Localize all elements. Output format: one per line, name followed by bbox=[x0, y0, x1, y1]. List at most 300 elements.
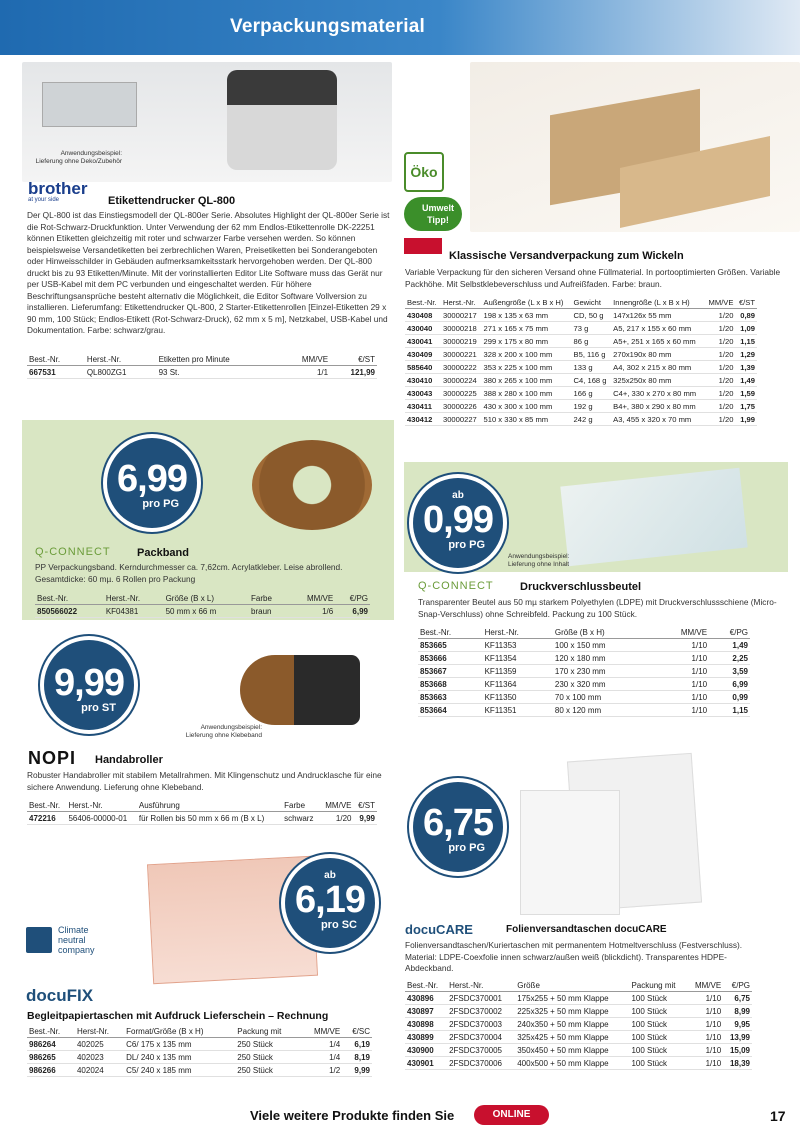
col-header: Größe (B x H) bbox=[553, 627, 654, 639]
climate-neutral-badge bbox=[26, 925, 116, 975]
cell: 2FSDC370004 bbox=[447, 1031, 515, 1044]
col-header: Herst.-Nr. bbox=[85, 354, 157, 366]
price-ab: ab bbox=[324, 870, 336, 881]
cell: schwarz bbox=[282, 812, 319, 825]
table-header-row bbox=[405, 297, 757, 309]
brother-logo-sub: at your side bbox=[28, 197, 60, 203]
cell: 6,19 bbox=[342, 1038, 372, 1051]
versand-title: Klassische Versandverpackung zum Wickeln bbox=[449, 250, 684, 262]
cell: 1,75 bbox=[735, 400, 757, 413]
cell: KF11354 bbox=[483, 652, 553, 665]
col-header: MM/VE bbox=[320, 800, 354, 812]
table-row bbox=[405, 348, 757, 361]
cell: 242 g bbox=[572, 413, 612, 426]
cell: KF11351 bbox=[483, 704, 553, 717]
page-footer bbox=[0, 1100, 800, 1131]
table-row bbox=[35, 605, 370, 618]
cell: 402025 bbox=[75, 1038, 124, 1051]
col-header: Packung mit bbox=[235, 1026, 301, 1038]
cell: 100 Stück bbox=[629, 1005, 687, 1018]
cell: 667531 bbox=[27, 366, 85, 379]
cell: 0,89 bbox=[735, 309, 757, 322]
cell: 1/2 bbox=[301, 1064, 342, 1077]
cell: 240x350 + 50 mm Klappe bbox=[515, 1018, 629, 1031]
cell: 430 x 300 x 100 mm bbox=[482, 400, 572, 413]
cell: 100 Stück bbox=[629, 1044, 687, 1057]
col-header: Farbe bbox=[249, 593, 288, 605]
cell: 2FSDC370003 bbox=[447, 1018, 515, 1031]
price-value: 6,75 bbox=[423, 802, 493, 844]
table-row bbox=[405, 400, 757, 413]
cell: 80 x 120 mm bbox=[553, 704, 654, 717]
nopi-logo: NOPI bbox=[28, 748, 77, 768]
table-row bbox=[405, 374, 757, 387]
cell: A5, 217 x 155 x 60 mm bbox=[611, 322, 704, 335]
brother-table bbox=[27, 354, 377, 379]
cell: 1,49 bbox=[709, 639, 750, 652]
beutel-title: Druckverschlussbeutel bbox=[520, 581, 642, 593]
table-row bbox=[405, 335, 757, 348]
cell: 430410 bbox=[405, 374, 441, 387]
price-value: 6,19 bbox=[295, 879, 365, 921]
qconnect-logo: Q-CONNECT bbox=[418, 580, 494, 592]
cell: 430898 bbox=[405, 1018, 447, 1031]
cell: 8,99 bbox=[723, 1005, 752, 1018]
col-header: €/ST bbox=[735, 297, 757, 309]
table-row bbox=[405, 1018, 752, 1031]
table-row bbox=[418, 678, 750, 691]
cell: 121,99 bbox=[330, 366, 377, 379]
cell: 430411 bbox=[405, 400, 441, 413]
col-header: Format/Größe (B x H) bbox=[124, 1026, 235, 1038]
cell: 175x255 + 50 mm Klappe bbox=[515, 992, 629, 1005]
cell: 402024 bbox=[75, 1064, 124, 1077]
docufix-logo: docuFIX bbox=[26, 986, 94, 1005]
cell: 1/10 bbox=[654, 665, 710, 678]
cell: 1/20 bbox=[704, 322, 735, 335]
cell: 93 St. bbox=[157, 366, 281, 379]
price-ab: ab bbox=[452, 490, 464, 501]
table-row bbox=[405, 1057, 752, 1070]
printer-caption: Anwendungsbeispiel: Lieferung ohne Deko/Zubehör bbox=[35, 150, 122, 165]
table-row bbox=[405, 1005, 752, 1018]
table-header-row bbox=[405, 980, 752, 992]
cell: 1/10 bbox=[654, 678, 710, 691]
boxes-photo bbox=[470, 62, 800, 232]
cell: 270x190x 80 mm bbox=[611, 348, 704, 361]
cell: 430412 bbox=[405, 413, 441, 426]
cell: 9,99 bbox=[342, 1064, 372, 1077]
cell: KF11353 bbox=[483, 639, 553, 652]
table-row bbox=[418, 652, 750, 665]
cell: 1/10 bbox=[654, 704, 710, 717]
cell: B4+, 380 x 290 x 80 mm bbox=[611, 400, 704, 413]
colompac-logo bbox=[404, 238, 442, 254]
cell: 400x500 + 50 mm Klappe bbox=[515, 1057, 629, 1070]
page-title: Verpackungsmaterial bbox=[230, 16, 425, 37]
cell: 8,19 bbox=[342, 1051, 372, 1064]
col-header: Herst-Nr. bbox=[75, 1026, 124, 1038]
cell: 1/10 bbox=[654, 691, 710, 704]
cell: 1/20 bbox=[320, 812, 354, 825]
cell: 430041 bbox=[405, 335, 441, 348]
cell: für Rollen bis 50 mm x 66 m (B x L) bbox=[137, 812, 282, 825]
col-header: MM/VE bbox=[280, 354, 330, 366]
cell: 1/10 bbox=[687, 1031, 723, 1044]
cell: 18,39 bbox=[723, 1057, 752, 1070]
cell: 13,99 bbox=[723, 1031, 752, 1044]
cell: 510 x 330 x 85 mm bbox=[482, 413, 572, 426]
cell: 250 Stück bbox=[235, 1051, 301, 1064]
beutel-price-badge bbox=[413, 478, 503, 568]
cell: 430408 bbox=[405, 309, 441, 322]
price-unit: pro SC bbox=[320, 919, 357, 931]
climate-icon bbox=[26, 927, 52, 953]
cell: C5/ 240 x 185 mm bbox=[124, 1064, 235, 1077]
cell: A5+, 251 x 165 x 60 mm bbox=[611, 335, 704, 348]
cell: 353 x 225 x 100 mm bbox=[482, 361, 572, 374]
col-header: Ausführung bbox=[137, 800, 282, 812]
cell: A4, 302 x 215 x 80 mm bbox=[611, 361, 704, 374]
cell: 328 x 200 x 100 mm bbox=[482, 348, 572, 361]
table-row bbox=[405, 322, 757, 335]
cell: KF04381 bbox=[104, 605, 164, 618]
cell: 430901 bbox=[405, 1057, 447, 1070]
cell: 325x250x 80 mm bbox=[611, 374, 704, 387]
cell: 30000226 bbox=[441, 400, 482, 413]
cell: 1/6 bbox=[288, 605, 335, 618]
cell: 9,95 bbox=[723, 1018, 752, 1031]
mailer-bag-image bbox=[520, 790, 620, 915]
docucare-logo: docuCARE bbox=[405, 922, 473, 937]
col-header: Gewicht bbox=[572, 297, 612, 309]
folien-table bbox=[405, 980, 752, 1070]
cell: 986264 bbox=[27, 1038, 75, 1051]
packband-table bbox=[35, 593, 370, 618]
cell: 100 Stück bbox=[629, 992, 687, 1005]
col-header: €/PG bbox=[723, 980, 752, 992]
cell: 1/20 bbox=[704, 387, 735, 400]
cell: A3, 455 x 320 x 70 mm bbox=[611, 413, 704, 426]
cell: 2,25 bbox=[709, 652, 750, 665]
cell: 147x126x 55 mm bbox=[611, 309, 704, 322]
label-box-image bbox=[42, 82, 137, 127]
cell: 430409 bbox=[405, 348, 441, 361]
cell: 986266 bbox=[27, 1064, 75, 1077]
cell: KF11364 bbox=[483, 678, 553, 691]
table-header-row bbox=[27, 354, 377, 366]
cell: 1/1 bbox=[280, 366, 330, 379]
cell: 192 g bbox=[572, 400, 612, 413]
cell: 1/20 bbox=[704, 309, 735, 322]
cell: 100 x 150 mm bbox=[553, 639, 654, 652]
bags-image bbox=[560, 468, 747, 566]
table-row bbox=[405, 309, 757, 322]
packband-panel bbox=[22, 420, 394, 620]
footer-text: Viele weitere Produkte finden Sie bbox=[250, 1108, 455, 1123]
table-row bbox=[405, 413, 757, 426]
cell: 2FSDC370006 bbox=[447, 1057, 515, 1070]
cell: 30000217 bbox=[441, 309, 482, 322]
table-row bbox=[27, 366, 377, 379]
dispenser-caption: Anwendungsbeispiel: Lieferung ohne Klebeband bbox=[185, 724, 262, 739]
packband-title: Packband bbox=[137, 547, 189, 559]
cell: 9,99 bbox=[354, 812, 378, 825]
col-header: Best.-Nr. bbox=[35, 593, 104, 605]
beutel-description: Transparenter Beutel aus 50 mµ starkem Polyethylen (LDPE) mit Druckverschlussschiene (Micro-Snap-Verschluss) ohne Schreibfeld. Packung zu 100 Stück. bbox=[418, 597, 777, 619]
cell: 853663 bbox=[418, 691, 483, 704]
begleit-price-badge bbox=[285, 858, 375, 948]
cell: 1/4 bbox=[301, 1038, 342, 1051]
table-header-row bbox=[27, 800, 377, 812]
table-row bbox=[27, 812, 377, 825]
col-header: Etiketten pro Minute bbox=[157, 354, 281, 366]
cell: 30000219 bbox=[441, 335, 482, 348]
climate-text: Climate neutral company bbox=[58, 925, 95, 955]
cell: 30000225 bbox=[441, 387, 482, 400]
cell: 230 x 320 mm bbox=[553, 678, 654, 691]
cell: 472216 bbox=[27, 812, 66, 825]
cell: 986265 bbox=[27, 1051, 75, 1064]
cell: KF11350 bbox=[483, 691, 553, 704]
table-header-row bbox=[27, 1026, 372, 1038]
col-header: Außengröße (L x B x H) bbox=[482, 297, 572, 309]
cell: 1,59 bbox=[735, 387, 757, 400]
cell: CD, 50 g bbox=[572, 309, 612, 322]
table-row bbox=[405, 1031, 752, 1044]
brother-description: Der QL-800 ist das Einstiegsmodell der QL-800er Serie. Absolutes Highlight der QL-800er Serie ist die Rot-Schwarz-Druckfunktion. Unter Verwendung der 62 mm Endlos-Etikettenrolle DK-22251 können Etiketten gleichzeitig mit roter und schwarzer Farbe versehen werden. So können beispielsweise Versandetiketten bei zerbrechlichen Waren, Preisetiketten bei Sonderangeboten oder Hinweisschilder in Gebäuden aufmerksamkeitsstark hervorgehoben werden. Der QL-800 druckt bis zu 93 Etiketten/Minute. Mit der vorinstallierten Editor Lite Software muss das Gerät nur per USB-Kabel mit dem PC verbunden und eingeschaltet werden. Für höhere Beschriftungsansprüche besteht alternativ die Möglichkeit, die Editor Software Vollversion zu installieren. Lieferumfang: Etikettendrucker QL-800, 2 Starter-Etikettenrollen [Einzel-Etiketten 29 x 90 mm, 100 Stück; Endlos-Etikett (Rot-Schwarz-Druck), 62 mm x 5 m], Netzkabel, USB-Kabel und Dokumentation. Farbe: schwarz/grau. bbox=[27, 210, 390, 335]
price-value: 9,99 bbox=[54, 662, 124, 704]
cell: 100 Stück bbox=[629, 1018, 687, 1031]
col-header: Herst.-Nr. bbox=[104, 593, 164, 605]
cell: 100 Stück bbox=[629, 1057, 687, 1070]
cell: 1,09 bbox=[735, 322, 757, 335]
col-header: Best.-Nr. bbox=[27, 800, 66, 812]
cell: 1,99 bbox=[735, 413, 757, 426]
price-value: 6,99 bbox=[117, 458, 187, 500]
cell: 1,39 bbox=[735, 361, 757, 374]
cell: 853664 bbox=[418, 704, 483, 717]
table-row bbox=[27, 1064, 372, 1077]
col-header: Best.-Nr. bbox=[418, 627, 483, 639]
cell: 430896 bbox=[405, 992, 447, 1005]
cell: C4, 168 g bbox=[572, 374, 612, 387]
cell: 299 x 175 x 80 mm bbox=[482, 335, 572, 348]
cell: 2FSDC370005 bbox=[447, 1044, 515, 1057]
table-row bbox=[405, 992, 752, 1005]
col-header: Herst.-Nr. bbox=[441, 297, 482, 309]
cell: 1/10 bbox=[687, 1057, 723, 1070]
qconnect-logo: Q-CONNECT bbox=[35, 546, 111, 558]
cell: 1,15 bbox=[735, 335, 757, 348]
table-row bbox=[418, 691, 750, 704]
cell: 2FSDC370002 bbox=[447, 1005, 515, 1018]
cell: 3,59 bbox=[709, 665, 750, 678]
cell: 250 Stück bbox=[235, 1064, 301, 1077]
col-header: €/SC bbox=[342, 1026, 372, 1038]
cell: 271 x 165 x 75 mm bbox=[482, 322, 572, 335]
price-value: 0,99 bbox=[423, 499, 493, 541]
page-number: 17 bbox=[770, 1108, 786, 1124]
table-header-row bbox=[418, 627, 750, 639]
cell: 350x450 + 50 mm Klappe bbox=[515, 1044, 629, 1057]
cell: 2FSDC370001 bbox=[447, 992, 515, 1005]
oeko-badge: Öko bbox=[404, 152, 444, 192]
table-header-row bbox=[35, 593, 370, 605]
cell: 325x425 + 50 mm Klappe bbox=[515, 1031, 629, 1044]
cell: QL800ZG1 bbox=[85, 366, 157, 379]
cell: 1,49 bbox=[735, 374, 757, 387]
folien-title: Folienversandtaschen docuCARE bbox=[506, 924, 667, 935]
table-row bbox=[418, 665, 750, 678]
col-header: Herst.-Nr. bbox=[66, 800, 136, 812]
cell: 1/20 bbox=[704, 348, 735, 361]
handabroller-title: Handabroller bbox=[95, 754, 163, 766]
cell: 853666 bbox=[418, 652, 483, 665]
cell: 1,29 bbox=[735, 348, 757, 361]
cell: DL/ 240 x 135 mm bbox=[124, 1051, 235, 1064]
cell: C6/ 175 x 135 mm bbox=[124, 1038, 235, 1051]
handabroller-description: Robuster Handabroller mit stabilem Metallrahmen. Mit Klingenschutz und Andrucklasche für eine sichere Anwendung. Lieferung ohne Klebeband. bbox=[27, 770, 382, 792]
cell: 73 g bbox=[572, 322, 612, 335]
umwelt-tipp-badge: Umwelt Tipp! bbox=[404, 197, 462, 231]
col-header: Best.-Nr. bbox=[27, 354, 85, 366]
price-unit: pro PG bbox=[448, 842, 485, 854]
cell: 1/20 bbox=[704, 400, 735, 413]
versand-table bbox=[405, 297, 757, 426]
cell: 1/10 bbox=[687, 992, 723, 1005]
brother-title: Etikettendrucker QL-800 bbox=[108, 195, 236, 207]
cell: 853667 bbox=[418, 665, 483, 678]
cell: 1/10 bbox=[687, 1018, 723, 1031]
cell: 1/20 bbox=[704, 361, 735, 374]
cell: 225x325 + 50 mm Klappe bbox=[515, 1005, 629, 1018]
cell: 100 Stück bbox=[629, 1031, 687, 1044]
cell: 430899 bbox=[405, 1031, 447, 1044]
cell: 120 x 180 mm bbox=[553, 652, 654, 665]
cell: 166 g bbox=[572, 387, 612, 400]
folien-description: Folienversandtaschen/Kuriertaschen mit permanentem Hotmeltverschluss (Festverschluss). Material: LDPE-Coexfolie innen schwarz/außen weiß (blickdicht). Transparentes HDPE-Abdeckband. bbox=[405, 940, 743, 973]
brother-logo bbox=[28, 180, 98, 203]
col-header: MM/VE bbox=[687, 980, 723, 992]
col-header: Farbe bbox=[282, 800, 319, 812]
cell: 850566022 bbox=[35, 605, 104, 618]
printer-image bbox=[227, 70, 337, 170]
handabroller-table bbox=[27, 800, 377, 825]
cell: 853665 bbox=[418, 639, 483, 652]
cell: 6,75 bbox=[723, 992, 752, 1005]
col-header: €/PG bbox=[335, 593, 370, 605]
cell: 170 x 230 mm bbox=[553, 665, 654, 678]
price-unit: pro PG bbox=[142, 498, 179, 510]
cell: 430043 bbox=[405, 387, 441, 400]
col-header: MM/VE bbox=[288, 593, 335, 605]
col-header: Größe bbox=[515, 980, 629, 992]
col-header: MM/VE bbox=[704, 297, 735, 309]
cell: 6,99 bbox=[709, 678, 750, 691]
cell: 1/10 bbox=[654, 652, 710, 665]
col-header: MM/VE bbox=[654, 627, 710, 639]
cell: 1/10 bbox=[687, 1005, 723, 1018]
cell: KF11359 bbox=[483, 665, 553, 678]
cell: 30000221 bbox=[441, 348, 482, 361]
cell: 30000222 bbox=[441, 361, 482, 374]
cell: 1/20 bbox=[704, 335, 735, 348]
cell: 133 g bbox=[572, 361, 612, 374]
table-row bbox=[418, 639, 750, 652]
cell: 70 x 100 mm bbox=[553, 691, 654, 704]
table-row bbox=[27, 1038, 372, 1051]
cell: 198 x 135 x 63 mm bbox=[482, 309, 572, 322]
cell: 1/10 bbox=[687, 1044, 723, 1057]
cell: 30000227 bbox=[441, 413, 482, 426]
cell: 430040 bbox=[405, 322, 441, 335]
begleit-title: Begleitpapiertaschen mit Aufdruck Lieferschein – Rechnung bbox=[27, 1010, 329, 1022]
col-header: Packung mit bbox=[629, 980, 687, 992]
begleit-table bbox=[27, 1026, 372, 1077]
col-header: Herst.-Nr. bbox=[483, 627, 553, 639]
col-header: Größe (B x L) bbox=[164, 593, 249, 605]
col-header: €/PG bbox=[709, 627, 750, 639]
col-header: Best.-Nr. bbox=[27, 1026, 75, 1038]
col-header: Best.-Nr. bbox=[405, 980, 447, 992]
cell: 430897 bbox=[405, 1005, 447, 1018]
cell: 30000218 bbox=[441, 322, 482, 335]
handabroller-price-badge bbox=[44, 640, 134, 730]
price-unit: pro PG bbox=[448, 539, 485, 551]
cell: 6,99 bbox=[335, 605, 370, 618]
tape-image bbox=[252, 440, 372, 530]
col-header: Herst.-Nr. bbox=[447, 980, 515, 992]
table-row bbox=[405, 387, 757, 400]
col-header: €/ST bbox=[330, 354, 377, 366]
cell: 1/4 bbox=[301, 1051, 342, 1064]
cell: C4+, 330 x 270 x 80 mm bbox=[611, 387, 704, 400]
cell: 402023 bbox=[75, 1051, 124, 1064]
dispenser-image bbox=[240, 655, 360, 725]
table-row bbox=[405, 361, 757, 374]
packband-price-badge bbox=[107, 438, 197, 528]
price-unit: pro ST bbox=[81, 702, 116, 714]
col-header: MM/VE bbox=[301, 1026, 342, 1038]
col-header: Best.-Nr. bbox=[405, 297, 441, 309]
cell: 86 g bbox=[572, 335, 612, 348]
cell: 380 x 265 x 100 mm bbox=[482, 374, 572, 387]
col-header: Innengröße (L x B x H) bbox=[611, 297, 704, 309]
table-row bbox=[405, 1044, 752, 1057]
table-row bbox=[418, 704, 750, 717]
cell: 585640 bbox=[405, 361, 441, 374]
cell: 30000224 bbox=[441, 374, 482, 387]
table-row bbox=[27, 1051, 372, 1064]
cell: 853668 bbox=[418, 678, 483, 691]
folien-price-badge bbox=[413, 782, 503, 872]
packband-description: PP Verpackungsband. Kerndurchmesser ca. 7,62cm. Acrylatkleber. Leise abrollend. Gesamtdicke: 60 mµ. 6 Rollen pro Packung bbox=[35, 562, 343, 584]
online-button[interactable]: ONLINE bbox=[474, 1105, 549, 1125]
cell: 1/10 bbox=[654, 639, 710, 652]
cell: 50 mm x 66 m bbox=[164, 605, 249, 618]
beutel-table bbox=[418, 627, 750, 717]
cell: 0,99 bbox=[709, 691, 750, 704]
cell: 250 Stück bbox=[235, 1038, 301, 1051]
cell: 15,09 bbox=[723, 1044, 752, 1057]
versand-description: Variable Verpackung für den sicheren Versand ohne Füllmaterial. In portooptimierten Größen. Variable Packhöhe. Mit Selbstklebeverschluss und Aufreißfaden. Farbe: braun. bbox=[405, 267, 781, 289]
cell: 388 x 280 x 100 mm bbox=[482, 387, 572, 400]
cell: 1,15 bbox=[709, 704, 750, 717]
cell: 56406-00000-01 bbox=[66, 812, 136, 825]
col-header: €/ST bbox=[354, 800, 378, 812]
cell: 1/20 bbox=[704, 413, 735, 426]
